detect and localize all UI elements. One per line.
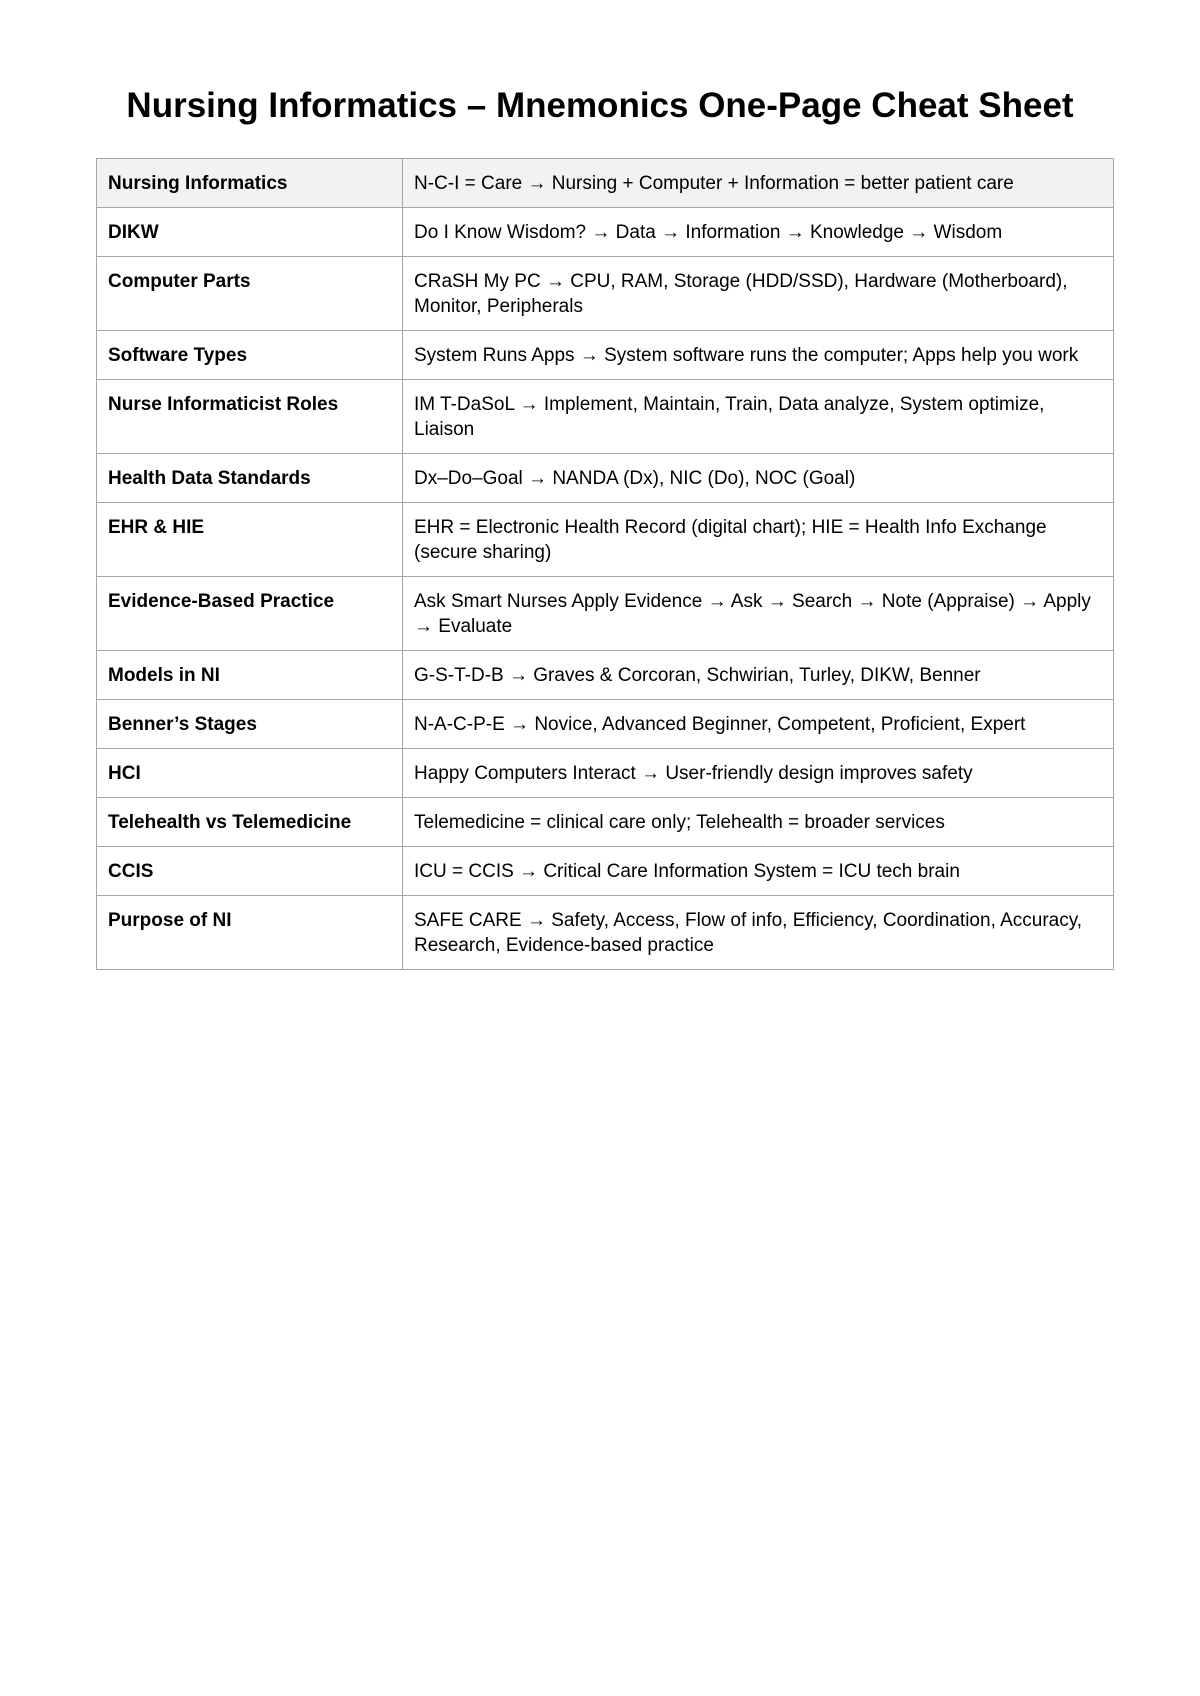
topic-cell: DIKW	[97, 208, 403, 257]
topic-cell: CCIS	[97, 847, 403, 896]
topic-cell: Models in NI	[97, 651, 403, 700]
table-row	[97, 577, 1114, 651]
mnemonic-cell: IM T-DaSoL → Implement, Maintain, Train, Data analyze, System optimize, Liaison	[403, 380, 1114, 454]
topic-cell: Health Data Standards	[97, 454, 403, 503]
mnemonic-cell: System Runs Apps → System software runs the computer; Apps help you work	[403, 331, 1114, 380]
mnemonic-cell: Telemedicine = clinical care only; Telehealth = broader services	[403, 798, 1114, 847]
page-title: Nursing Informatics – Mnemonics One-Page Cheat Sheet	[126, 86, 1074, 125]
table-row	[97, 380, 1114, 454]
topic-cell: Telehealth vs Telemedicine	[97, 798, 403, 847]
table-row	[97, 798, 1114, 847]
topic-cell: HCI	[97, 749, 403, 798]
table-row	[97, 331, 1114, 380]
table-row	[97, 454, 1114, 503]
topic-cell: Benner’s Stages	[97, 700, 403, 749]
table-row	[97, 159, 1114, 208]
table-row	[97, 208, 1114, 257]
table-row	[97, 503, 1114, 577]
mnemonic-cell: SAFE CARE → Safety, Access, Flow of info, Efficiency, Coordination, Accuracy, Research, Evidence-based practice	[403, 896, 1114, 970]
topic-cell: Nurse Informaticist Roles	[97, 380, 403, 454]
table-row	[97, 896, 1114, 970]
mnemonic-cell: Dx–Do–Goal → NANDA (Dx), NIC (Do), NOC (Goal)	[403, 454, 1114, 503]
mnemonic-cell: CRaSH My PC → CPU, RAM, Storage (HDD/SSD), Hardware (Motherboard), Monitor, Peripherals	[403, 257, 1114, 331]
topic-cell: Evidence-Based Practice	[97, 577, 403, 651]
topic-cell: Purpose of NI	[97, 896, 403, 970]
mnemonic-cell: N-A-C-P-E → Novice, Advanced Beginner, Competent, Proficient, Expert	[403, 700, 1114, 749]
mnemonic-cell: N-C-I = Care → Nursing + Computer + Information = better patient care	[403, 159, 1114, 208]
mnemonic-cell: Do I Know Wisdom? → Data → Information → Knowledge → Wisdom	[403, 208, 1114, 257]
table-row	[97, 257, 1114, 331]
mnemonic-cell: G-S-T-D-B → Graves & Corcoran, Schwirian, Turley, DIKW, Benner	[403, 651, 1114, 700]
topic-cell: Computer Parts	[97, 257, 403, 331]
mnemonic-cell: Ask Smart Nurses Apply Evidence → Ask → Search → Note (Appraise) → Apply → Evaluate	[403, 577, 1114, 651]
table-row	[97, 749, 1114, 798]
mnemonics-table	[96, 158, 1114, 970]
topic-cell: Nursing Informatics	[97, 159, 403, 208]
topic-cell: Software Types	[97, 331, 403, 380]
table-row	[97, 700, 1114, 749]
mnemonic-cell: EHR = Electronic Health Record (digital chart); HIE = Health Info Exchange (secure sharing)	[403, 503, 1114, 577]
topic-cell: EHR & HIE	[97, 503, 403, 577]
table-row	[97, 847, 1114, 896]
mnemonic-cell: Happy Computers Interact → User-friendly design improves safety	[403, 749, 1114, 798]
mnemonic-cell: ICU = CCIS → Critical Care Information System = ICU tech brain	[403, 847, 1114, 896]
table-row	[97, 651, 1114, 700]
